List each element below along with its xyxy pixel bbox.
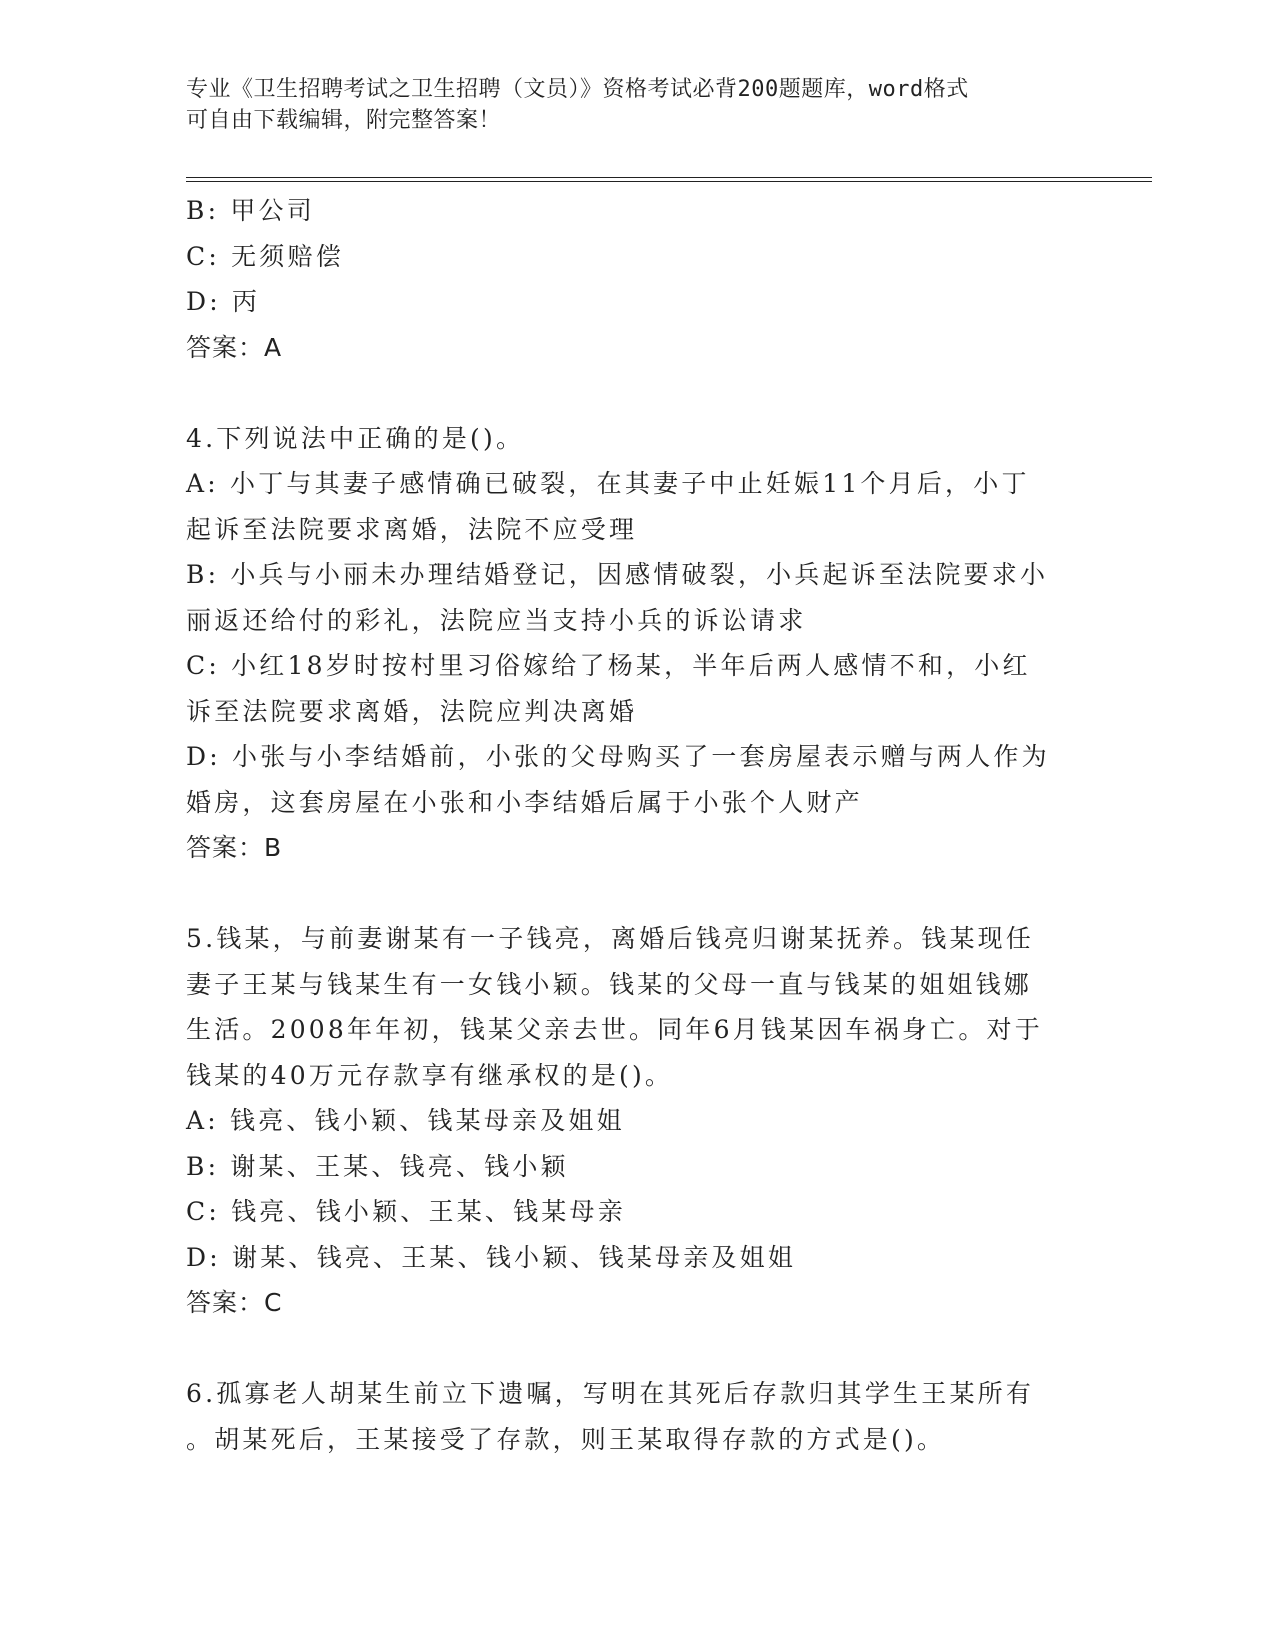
- q5-option-b: B: 谢某、王某、钱亮、钱小颖: [186, 1151, 569, 1181]
- q4-option-d-line-2: 婚房，这套房屋在小张和小李结婚后属于小张个人财产: [186, 787, 863, 817]
- q6-stem-line-1: 6.孤寡老人胡某生前立下遗嘱，写明在其死后存款归其学生王某所有: [186, 1379, 1035, 1408]
- q4-stem: 4.下列说法中正确的是()。: [186, 423, 525, 453]
- q5-stem-line-3: 生活。2008年年初，钱某父亲去世。同年6月钱某因车祸身亡。对于: [186, 1015, 1043, 1044]
- q4-option-c-line-2: 诉至法院要求离婚，法院应判决离婚: [186, 696, 638, 726]
- spacer: [186, 871, 1086, 917]
- q5-option-d: D: 谢某、钱亮、王某、钱小颖、钱某母亲及姐姐: [186, 1242, 797, 1272]
- question-6: [186, 1371, 1086, 1462]
- q3-answer: 答案：A: [186, 332, 283, 362]
- q4-option-d-line-1: D: 小张与小李结婚前，小张的父母购买了一套房屋表示赠与两人作为: [186, 742, 1050, 771]
- q3-option-c: C: 无须赔偿: [186, 241, 344, 271]
- q5-answer: 答案：C: [186, 1288, 283, 1317]
- spacer: [186, 370, 1086, 416]
- header-line-1: 专业《卫生招聘考试之卫生招聘（文员）》资格考试必背200题题库，word格式: [186, 77, 969, 102]
- q4-option-b-line-1: B: 小兵与小丽未办理结婚登记，因感情破裂，小兵起诉至法院要求小: [186, 560, 1049, 589]
- q5-option-c: C: 钱亮、钱小颖、王某、钱某母亲: [186, 1197, 626, 1226]
- page-header: [186, 74, 1076, 136]
- question-4: [186, 416, 1086, 871]
- q3-option-b: B: 甲公司: [186, 196, 315, 225]
- question-3-tail: [186, 188, 1086, 370]
- q6-stem-line-2: 。胡某死后，王某接受了存款，则王某取得存款的方式是()。: [186, 1424, 946, 1454]
- header-line-2: 可自由下载编辑，附完整答案！: [186, 108, 502, 133]
- q5-stem-line-2: 妻子王某与钱某生有一女钱小颖。钱某的父母一直与钱某的姐姐钱娜: [186, 969, 1033, 999]
- q4-option-c-line-1: C: 小红18岁时按村里习俗嫁给了杨某，半年后两人感情不和，小红: [186, 651, 1031, 680]
- q5-stem-line-4: 钱某的40万元存款享有继承权的是()。: [186, 1060, 674, 1090]
- q4-option-b-line-2: 丽返还给付的彩礼，法院应当支持小兵的诉讼请求: [186, 605, 807, 635]
- q3-option-d: D: 丙: [186, 287, 261, 316]
- q5-option-a: A: 钱亮、钱小颖、钱某母亲及姐姐: [186, 1106, 625, 1135]
- q4-option-a-line-2: 起诉至法院要求离婚，法院不应受理: [186, 514, 638, 544]
- q4-option-a-line-1: A: 小丁与其妻子感情确已破裂，在其妻子中止妊娠11个月后，小丁: [186, 469, 1030, 498]
- question-5: [186, 916, 1086, 1326]
- document-body: [186, 188, 1086, 1462]
- q4-answer: 答案：B: [186, 833, 283, 862]
- header-rule-top: [186, 177, 1152, 178]
- header-rule-bottom: [186, 181, 1152, 182]
- q5-stem-line-1: 5.钱某，与前妻谢某有一子钱亮，离婚后钱亮归谢某抚养。钱某现任: [186, 924, 1035, 953]
- spacer: [186, 1326, 1086, 1372]
